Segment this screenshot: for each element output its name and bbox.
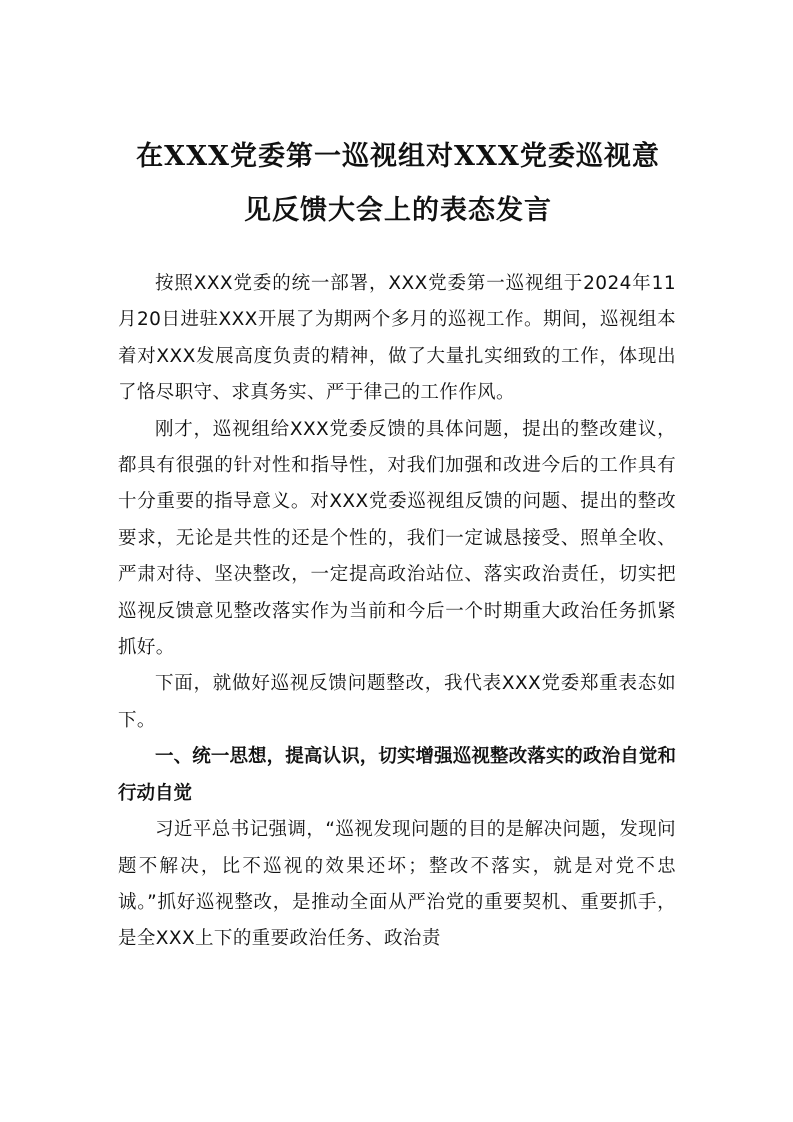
title-line-2: 见反馈大会上的表态发言 (244, 195, 552, 226)
paragraph-section-1: 习近平总书记强调，“巡视发现问题的目的是解决问题，发现问题不解决，比不巡视的效果还坏；整改不落实，就是对党不忠诚。”抓好巡视整改，是推动全面从严治党的重要契机、重要抓手，是全XXX上下的重要政治任务、政治责 (118, 819, 676, 950)
paragraph-statement: 下面，就做好巡视反馈问题整改，我代表XXX党委郑重表态如下。 (118, 673, 676, 731)
title-line-1: 在XXX党委第一巡视组对XXX党委巡视意 (136, 141, 660, 172)
paragraph-intro: 按照XXX党委的统一部署，XXX党委第一巡视组于2024年11月20日进驻XXX开展了为期两个多月的巡视工作。期间，巡视组本着对XXX发展高度负责的精神，做了大量扎实细致的工作，体现出了恪尽职守、求真务实、严于律己的工作作风。 (118, 273, 676, 404)
section-heading-1: 一、统一思想，提高认识，切实增强巡视整改落实的政治自觉和行动自觉 (118, 746, 676, 804)
document-title (118, 130, 678, 238)
document-body (118, 266, 676, 958)
paragraph-feedback: 刚才，巡视组给XXX党委反馈的具体问题，提出的整改建议，都具有很强的针对性和指导性，对我们加强和改进今后的工作具有十分重要的指导意义。对XXX党委巡视组反馈的问题、提出的整改要求，无论是共性的还是个性的，我们一定诚恳接受、照单全收、严肃对待、坚决整改，一定提高政治站位、落实政治责任，切实把巡视反馈意见整改落实作为当前和今后一个时期重大政治任务抓紧抓好。 (118, 418, 676, 659)
